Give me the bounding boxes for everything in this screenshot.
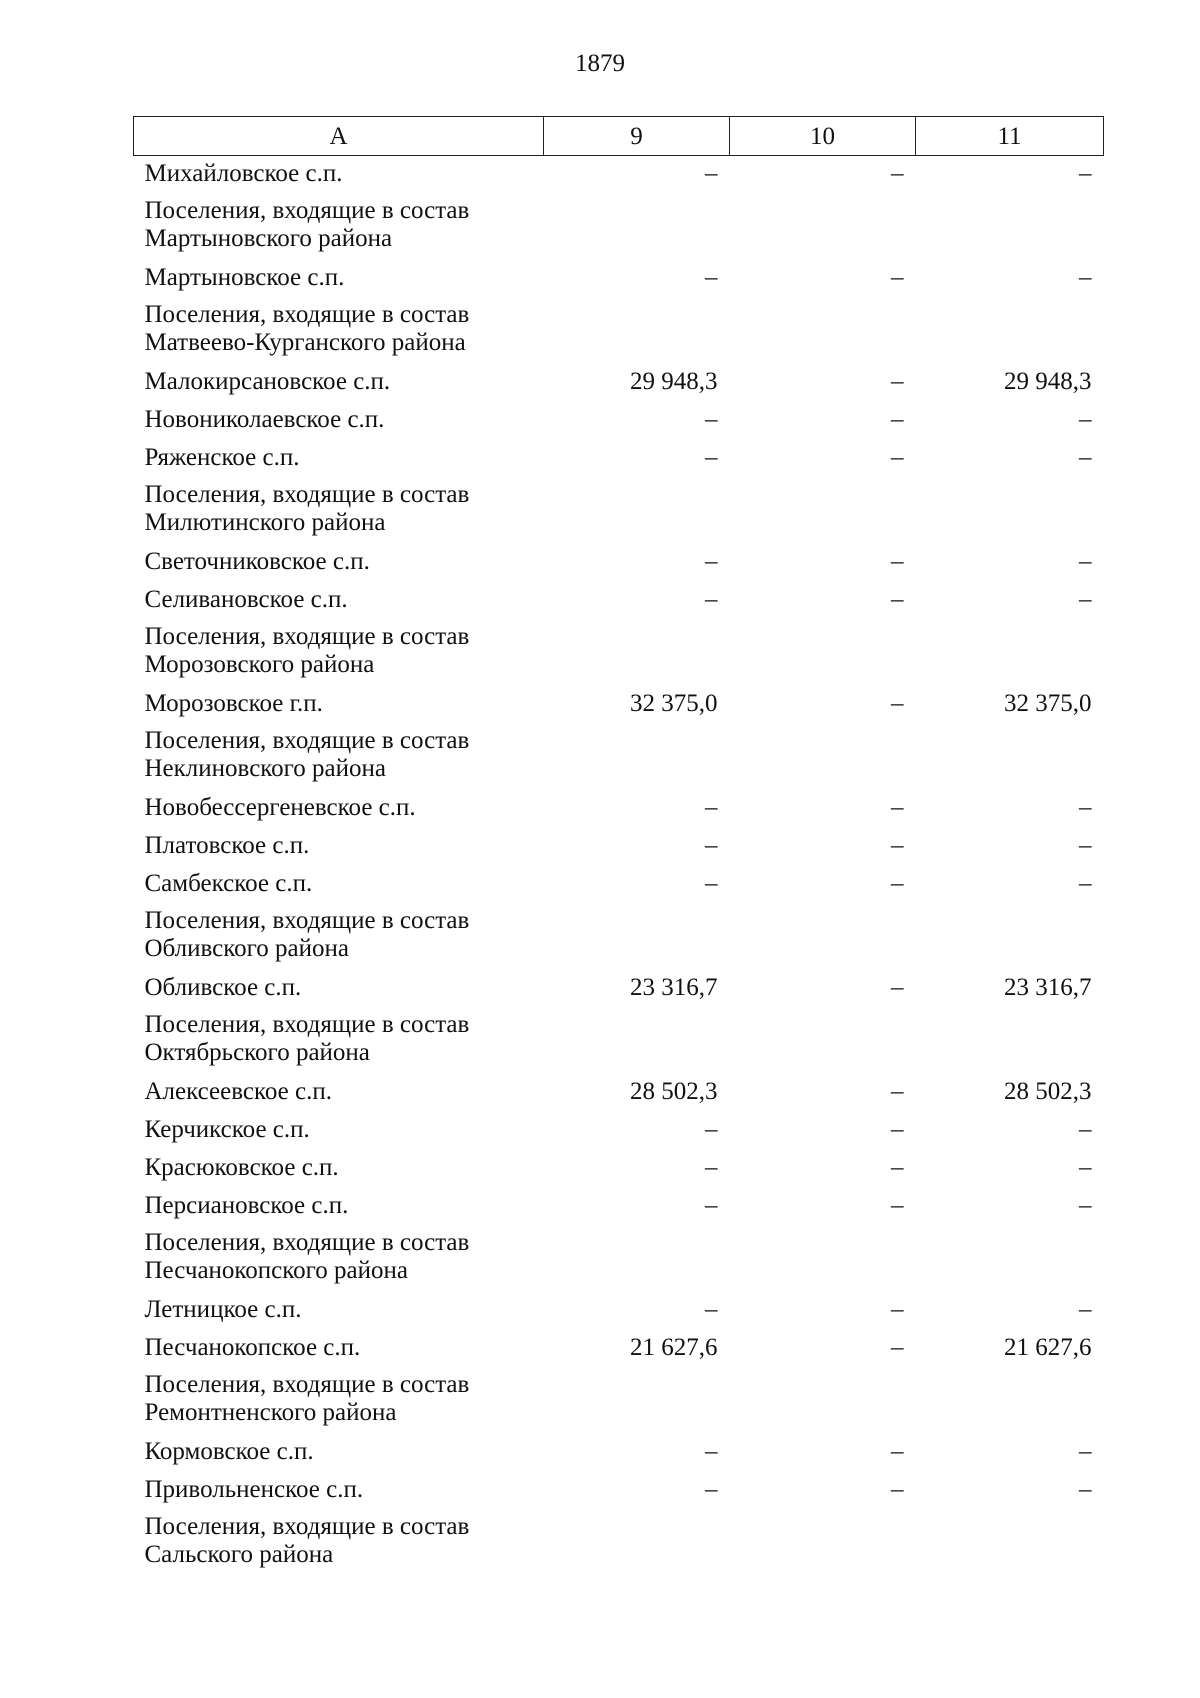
column-header-11: 11 bbox=[916, 117, 1104, 156]
settlement-name: Самбекское с.п. bbox=[144, 869, 313, 897]
district-heading-row bbox=[134, 620, 1104, 686]
cell-col-11 bbox=[916, 478, 1104, 544]
table-row bbox=[134, 1434, 1104, 1472]
cell-col-9: – bbox=[705, 160, 718, 187]
table-row bbox=[134, 686, 1104, 724]
cell-col-10: – bbox=[891, 831, 904, 859]
cell-col-10: – bbox=[891, 367, 904, 395]
cell-col-11: 21 627,6 bbox=[1004, 1333, 1092, 1361]
cell-col-10 bbox=[730, 194, 916, 260]
cell-col-11: – bbox=[1079, 1115, 1092, 1143]
cell-col-11 bbox=[916, 1008, 1104, 1074]
cell-col-11: – bbox=[1079, 443, 1092, 471]
cell-col-10: – bbox=[891, 405, 904, 433]
table-row bbox=[134, 582, 1104, 620]
cell-col-11: – bbox=[1079, 869, 1092, 897]
district-heading: Поселения, входящие в состав Обливского района bbox=[144, 906, 470, 962]
table-row bbox=[134, 1292, 1104, 1330]
district-heading-row bbox=[134, 298, 1104, 364]
cell-col-10 bbox=[730, 1008, 916, 1074]
district-heading: Поселения, входящие в состав Милютинского района bbox=[144, 480, 470, 536]
cell-col-10: – bbox=[891, 689, 904, 717]
settlement-name: Михайловское с.п. bbox=[144, 160, 343, 187]
column-header-9: 9 bbox=[544, 117, 730, 156]
table-row bbox=[134, 364, 1104, 402]
table-row bbox=[134, 866, 1104, 904]
cell-col-10: – bbox=[891, 443, 904, 471]
cell-col-11: 23 316,7 bbox=[1004, 973, 1092, 1001]
cell-col-11: – bbox=[1079, 793, 1092, 821]
table-row bbox=[134, 260, 1104, 298]
district-heading: Поселения, входящие в состав Матвеево-Курганского района bbox=[144, 300, 470, 356]
column-header-10: 10 bbox=[730, 117, 916, 156]
cell-col-9 bbox=[544, 194, 730, 260]
cell-col-10 bbox=[730, 724, 916, 790]
page-number: 1879 bbox=[575, 50, 625, 77]
district-heading-row bbox=[134, 1008, 1104, 1074]
settlement-name: Красюковское с.п. bbox=[144, 1153, 339, 1181]
cell-col-10 bbox=[730, 1510, 916, 1576]
district-heading: Поселения, входящие в состав Песчанокопского района bbox=[144, 1228, 470, 1284]
cell-col-11: – bbox=[1079, 1475, 1092, 1503]
settlement-name: Платовское с.п. bbox=[144, 831, 310, 859]
cell-col-9: 32 375,0 bbox=[630, 689, 718, 717]
district-heading-row bbox=[134, 904, 1104, 970]
cell-col-10: – bbox=[891, 585, 904, 613]
cell-col-9: – bbox=[705, 1295, 718, 1323]
cell-col-10: – bbox=[891, 547, 904, 575]
cell-col-10: – bbox=[891, 1475, 904, 1503]
cell-col-11: – bbox=[1079, 1437, 1092, 1465]
cell-col-9: 28 502,3 bbox=[630, 1077, 718, 1105]
settlement-name: Обливское с.п. bbox=[144, 973, 302, 1001]
cell-col-10: – bbox=[891, 1115, 904, 1143]
settlement-name: Селивановское с.п. bbox=[144, 585, 348, 613]
cell-col-9: – bbox=[705, 1191, 718, 1219]
district-heading-row bbox=[134, 724, 1104, 790]
settlement-name: Алексеевское с.п. bbox=[144, 1077, 332, 1105]
cell-col-10: – bbox=[891, 869, 904, 897]
district-heading-row bbox=[134, 194, 1104, 260]
cell-col-11: 29 948,3 bbox=[1004, 367, 1092, 395]
district-heading-row bbox=[134, 1510, 1104, 1576]
cell-col-11: – bbox=[1079, 831, 1092, 859]
cell-col-9: 23 316,7 bbox=[630, 973, 718, 1001]
cell-col-9: – bbox=[705, 263, 718, 291]
cell-col-11: – bbox=[1079, 263, 1092, 291]
table-row bbox=[134, 1112, 1104, 1150]
cell-col-10: – bbox=[891, 793, 904, 821]
settlement-name: Керчикское с.п. bbox=[144, 1115, 310, 1143]
district-heading: Поселения, входящие в состав Морозовского района bbox=[144, 622, 470, 678]
cell-col-10: – bbox=[891, 1295, 904, 1323]
district-heading: Поселения, входящие в состав Неклиновского района bbox=[144, 726, 470, 782]
cell-col-10 bbox=[730, 1368, 916, 1434]
district-heading: Поселения, входящие в состав Мартыновского района bbox=[144, 196, 470, 252]
cell-col-9: – bbox=[705, 1437, 718, 1465]
table-row bbox=[134, 828, 1104, 866]
cell-col-10 bbox=[730, 620, 916, 686]
cell-col-9: 29 948,3 bbox=[630, 367, 718, 395]
cell-col-9: – bbox=[705, 1475, 718, 1503]
settlement-name: Летницкое с.п. bbox=[144, 1295, 302, 1323]
cell-col-9 bbox=[544, 1008, 730, 1074]
column-header-a: А bbox=[134, 117, 544, 156]
table-row bbox=[134, 1472, 1104, 1510]
table-row bbox=[134, 156, 1104, 194]
settlement-name: Ряженское с.п. bbox=[144, 443, 300, 471]
district-heading: Поселения, входящие в состав Сальского района bbox=[144, 1512, 470, 1568]
settlement-name: Мартыновское с.п. bbox=[144, 263, 345, 291]
cell-col-9: – bbox=[705, 793, 718, 821]
cell-col-11 bbox=[916, 1226, 1104, 1292]
cell-col-11 bbox=[916, 1368, 1104, 1434]
cell-col-10: – bbox=[891, 263, 904, 291]
table-row bbox=[134, 440, 1104, 478]
settlement-name: Новобессергеневское с.п. bbox=[144, 793, 416, 821]
cell-col-9 bbox=[544, 904, 730, 970]
table-row bbox=[134, 970, 1104, 1008]
district-heading-row bbox=[134, 478, 1104, 544]
cell-col-9: – bbox=[705, 1153, 718, 1181]
cell-col-11: 32 375,0 bbox=[1004, 689, 1092, 717]
cell-col-9 bbox=[544, 298, 730, 364]
cell-col-10: – bbox=[891, 1077, 904, 1105]
cell-col-11: – bbox=[1079, 1191, 1092, 1219]
cell-col-11: – bbox=[1079, 547, 1092, 575]
cell-col-10: – bbox=[891, 1191, 904, 1219]
district-heading: Поселения, входящие в состав Ремонтненского района bbox=[144, 1370, 470, 1426]
cell-col-11: 28 502,3 bbox=[1004, 1077, 1092, 1105]
cell-col-10: – bbox=[891, 1437, 904, 1465]
table-body bbox=[134, 156, 1104, 1576]
settlement-name: Песчанокопское с.п. bbox=[144, 1333, 361, 1361]
cell-col-9: – bbox=[705, 405, 718, 433]
cell-col-11: – bbox=[1079, 160, 1092, 187]
cell-col-10 bbox=[730, 904, 916, 970]
cell-col-11: – bbox=[1079, 405, 1092, 433]
cell-col-11 bbox=[916, 194, 1104, 260]
table-row bbox=[134, 1074, 1104, 1112]
settlement-name: Привольненское с.п. bbox=[144, 1475, 364, 1503]
cell-col-9: – bbox=[705, 869, 718, 897]
cell-col-10: – bbox=[891, 160, 904, 187]
cell-col-9: – bbox=[705, 547, 718, 575]
cell-col-9: 21 627,6 bbox=[630, 1333, 718, 1361]
cell-col-11 bbox=[916, 620, 1104, 686]
settlement-name: Светочниковское с.п. bbox=[144, 547, 370, 575]
district-heading-row bbox=[134, 1368, 1104, 1434]
cell-col-11 bbox=[916, 298, 1104, 364]
cell-col-10 bbox=[730, 1226, 916, 1292]
table-row bbox=[134, 1330, 1104, 1368]
cell-col-11 bbox=[916, 904, 1104, 970]
cell-col-11: – bbox=[1079, 585, 1092, 613]
table-row bbox=[134, 1150, 1104, 1188]
header-row bbox=[134, 117, 1104, 156]
cell-col-9 bbox=[544, 478, 730, 544]
data-table bbox=[133, 116, 1104, 1576]
cell-col-10 bbox=[730, 298, 916, 364]
cell-col-11: – bbox=[1079, 1153, 1092, 1181]
cell-col-10: – bbox=[891, 1333, 904, 1361]
table-row bbox=[134, 544, 1104, 582]
cell-col-9 bbox=[544, 724, 730, 790]
settlement-name: Персиановское с.п. bbox=[144, 1191, 349, 1219]
cell-col-9 bbox=[544, 620, 730, 686]
cell-col-10 bbox=[730, 478, 916, 544]
table-header bbox=[134, 117, 1104, 156]
cell-col-9: – bbox=[705, 831, 718, 859]
cell-col-11 bbox=[916, 1510, 1104, 1576]
cell-col-9 bbox=[544, 1510, 730, 1576]
cell-col-9: – bbox=[705, 585, 718, 613]
cell-col-9: – bbox=[705, 443, 718, 471]
cell-col-11: – bbox=[1079, 1295, 1092, 1323]
settlement-name: Малокирсановское с.п. bbox=[144, 367, 391, 395]
cell-col-10: – bbox=[891, 1153, 904, 1181]
settlement-name: Новониколаевское с.п. bbox=[144, 405, 385, 433]
cell-col-9 bbox=[544, 1368, 730, 1434]
cell-col-9: – bbox=[705, 1115, 718, 1143]
district-heading: Поселения, входящие в состав Октябрьского района bbox=[144, 1010, 470, 1066]
settlement-name: Морозовское г.п. bbox=[144, 689, 323, 717]
cell-col-9 bbox=[544, 1226, 730, 1292]
cell-col-11 bbox=[916, 724, 1104, 790]
district-heading-row bbox=[134, 1226, 1104, 1292]
table-row bbox=[134, 790, 1104, 828]
settlement-name: Кормовское с.п. bbox=[144, 1437, 314, 1465]
cell-col-10: – bbox=[891, 973, 904, 1001]
table-row bbox=[134, 1188, 1104, 1226]
table-row bbox=[134, 402, 1104, 440]
